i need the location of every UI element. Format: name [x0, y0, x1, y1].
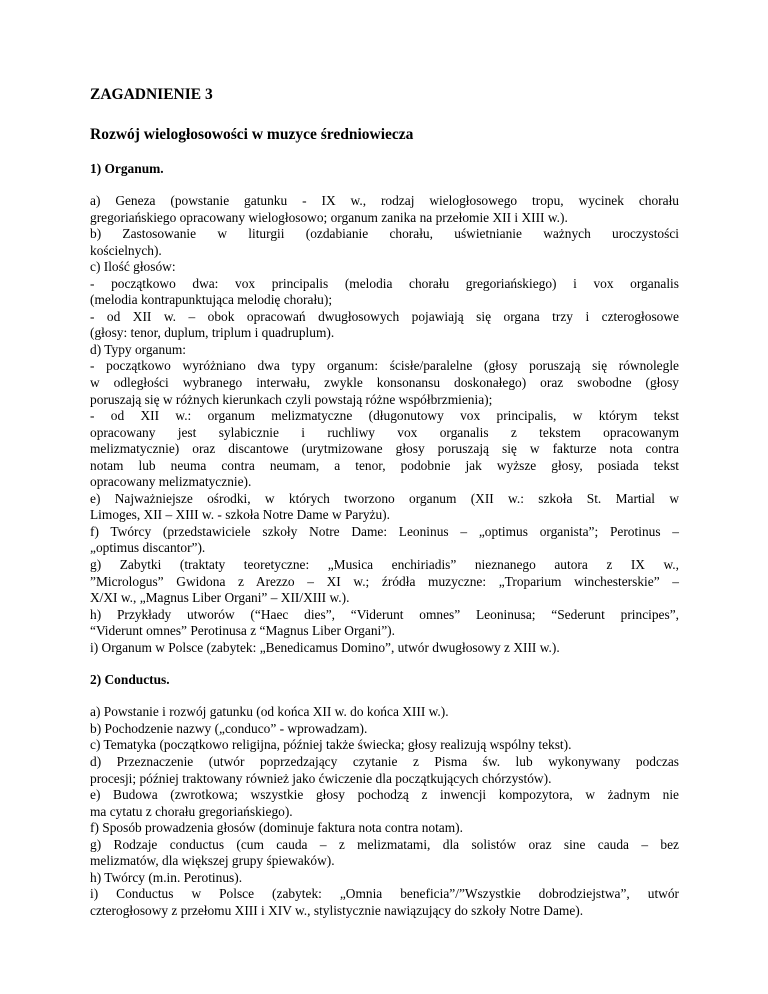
text-line: c) Tematyka (początkowo religijna, później także świecka; głosy realizują wspólny tekst). [90, 737, 572, 753]
text-line: g) Zabytki (traktaty teoretyczne: „Musica enchiriadis” nieznanego autora z IX w., [90, 557, 679, 573]
text-line: czterogłosowy z przełomu XIII i XIV w., stylistycznie nawiązujący do szkoły Notre Dame). [90, 902, 584, 918]
text-line: Limoges, XII – XIII w. - szkoła Notre Dame w Paryżu). [90, 507, 390, 523]
text-line: opracowany melizmatycznie). [90, 474, 252, 490]
document-title: ZAGADNIENIE 3 [90, 86, 213, 103]
text-line: a) Powstanie i rozwój gatunku (od końca XII w. do końca XIII w.). [90, 704, 449, 720]
text-line: c) Ilość głosów: [90, 259, 176, 275]
section-body-conductus [90, 704, 679, 919]
text-line: X/XI w., „Magnus Liber Organi” – XII/XIII w.). [90, 590, 350, 606]
text-line: - od XII w.: organum melizmatyczne (długonutowy vox principalis, w którym tekst [90, 408, 679, 424]
text-line: poruszają się w różnych kierunkach czyli powstają różne współbrzmienia); [90, 391, 493, 407]
section-body-organum [90, 193, 679, 656]
section-heading-conductus: 2) Conductus. [90, 672, 170, 688]
text-line: melizmatów, dla większej grupy śpiewaków). [90, 853, 335, 869]
text-line: h) Twórcy (m.in. Perotinus). [90, 869, 243, 885]
text-line: - od XII w. – obok opracowań dwugłosowych pojawiają się organa trzy i czterogłosowe [90, 308, 679, 324]
text-line: (głosy: tenor, duplum, triplum i quadruplum). [90, 325, 335, 341]
text-line: „optimus discantor”). [90, 540, 206, 556]
text-line: kościelnych). [90, 242, 162, 258]
text-line: procesji; później traktowany również jako ćwiczenie dla początkujących chórzystów). [90, 770, 552, 786]
document-content [90, 86, 679, 935]
text-line: - początkowo wyróżniano dwa typy organum: ścisłe/paralelne (głosy poruszają się równolegle [90, 358, 679, 374]
text-line: - początkowo dwa: vox principalis (melodia chorału gregoriańskiego) i vox organalis [90, 275, 679, 291]
text-line: ”Micrologus” Gwidona z Arezzo – XI w.; źródła muzyczne: „Troparium winchesterskie” – [90, 573, 679, 589]
text-line: d) Typy organum: [90, 341, 187, 357]
text-line: i) Organum w Polsce (zabytek: „Benedicamus Domino”, utwór dwugłosowy z XIII w.). [90, 639, 560, 655]
text-line: i) Conductus w Polsce (zabytek: „Omnia beneficia”/”Wszystkie dobrodziejstwa”, utwór [90, 886, 679, 902]
text-line: ma cytatu z chorału gregoriańskiego). [90, 803, 293, 819]
text-line: melizmatycznie) oraz discantowe (urytmizowane głosy poruszają się w fakturze nota contra [90, 441, 679, 457]
text-line: g) Rodzaje conductus (cum cauda – z melizmatami, dla solistów oraz sine cauda – bez [90, 836, 679, 852]
text-line: e) Najważniejsze ośrodki, w których tworzono organum (XII w.: szkoła St. Martial w [90, 490, 679, 506]
text-line: d) Przeznaczenie (utwór poprzedzający czytanie z Pisma św. lub wykonywany podczas [90, 753, 679, 769]
text-line: b) Pochodzenie nazwy („conduco” - wprowadzam). [90, 720, 368, 736]
text-line: f) Twórcy (przedstawiciele szkoły Notre Dame: Leoninus – „optimus organista”; Perotinus – [90, 523, 679, 539]
text-line: h) Przykłady utworów (“Haec dies”, “Viderunt omnes” Leoninusa; “Sederunt principes”, [90, 606, 679, 622]
text-line: gregoriańskiego opracowany wielogłosowo; organum zanika na przełomie XII i XIII w.). [90, 209, 568, 225]
text-line: opracowany jest sylabicznie i ruchliwy vox organalis z tekstem opracowanym [90, 424, 679, 440]
text-line: a) Geneza (powstanie gatunku - IX w., rodzaj wielogłosowego tropu, wycinek chorału [90, 193, 679, 208]
text-line: (melodia kontrapunktująca melodię chorału); [90, 292, 333, 308]
section-heading-organum: 1) Organum. [90, 161, 164, 176]
text-line: e) Budowa (zwrotkowa; wszystkie głosy pochodzą z inwencji kompozytora, w żadnym nie [90, 787, 679, 803]
document-subtitle: Rozwój wielogłosowości w muzyce średniowiecza [90, 126, 414, 143]
text-line: notam lub neuma contra neumam, a tenor, podobnie jak wyższe głosy, posiada tekst [90, 457, 679, 473]
text-line: f) Sposób prowadzenia głosów (dominuje faktura nota contra notam). [90, 820, 463, 836]
text-line: “Viderunt omnes” Perotinusa z “Magnus Liber Organi”). [90, 623, 395, 639]
text-line: w odległości wybranego interwału, zwykle konsonansu doskonałego) oraz swobodne (głosy [90, 375, 679, 391]
text-line: b) Zastosowanie w liturgii (ozdabianie chorału, uświetnianie ważnych uroczystości [90, 226, 679, 242]
